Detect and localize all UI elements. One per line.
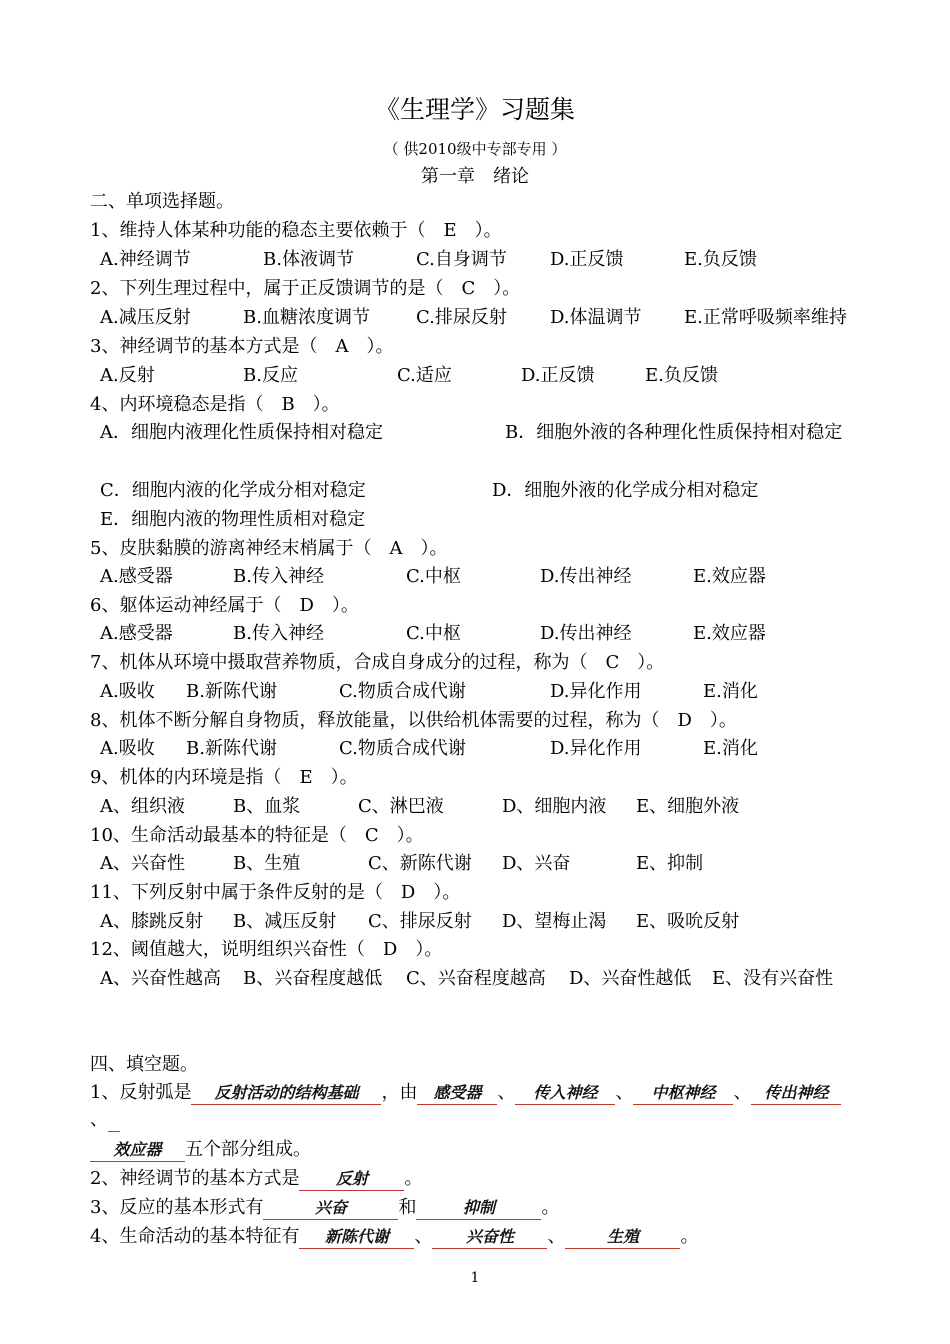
fill-answer: 反射活动的结构基础 <box>191 1082 381 1105</box>
question-10: 10、生命活动最基本的特征是（ C ）。 <box>90 825 424 846</box>
document-title: 《生理学》习题集 <box>374 95 575 124</box>
option: E．细胞内液的物理性质相对稳定 <box>100 509 366 530</box>
question-9: 9、机体的内环境是指（ E ）。 <box>90 767 358 788</box>
option: D.异化作用 <box>550 738 642 759</box>
chapter-heading: 第一章 绪论 <box>421 166 529 187</box>
fill-blank-mark <box>108 1125 120 1132</box>
fill-answer: 兴奋性 <box>432 1226 547 1249</box>
question-6: 6、躯体运动神经属于（ D ）。 <box>90 595 359 616</box>
fill-answer: 中枢神经 <box>633 1082 733 1105</box>
option: B、生殖 <box>233 853 301 874</box>
option: E、没有兴奋性 <box>712 968 834 989</box>
fill-answer: 抑制 <box>416 1197 541 1220</box>
option: C.自身调节 <box>416 249 507 270</box>
option: C．细胞内液的化学成分相对稳定 <box>100 480 366 501</box>
option: C、淋巴液 <box>358 796 444 817</box>
option: B、减压反射 <box>233 911 337 932</box>
option: B．细胞外液的各种理化性质保持相对稳定 <box>505 422 843 443</box>
fill-answer: 效应器 <box>90 1139 185 1162</box>
option: E、吸吮反射 <box>636 911 740 932</box>
fill-answer: 生殖 <box>565 1226 680 1249</box>
fill-question-3: 3、反应的基本形式有 兴奋 和 抑制 。 <box>90 1197 560 1218</box>
option: B、兴奋程度越低 <box>243 968 383 989</box>
section-single-choice: 二、单项选择题。 <box>90 191 234 212</box>
option: A、膝跳反射 <box>100 911 203 932</box>
option: B、血浆 <box>233 796 301 817</box>
option: B.血糖浓度调节 <box>243 307 370 328</box>
option: D.异化作用 <box>550 681 642 702</box>
option: B.反应 <box>243 365 298 386</box>
fill-question-1-cont: 效应器 五个部分组成。 <box>90 1138 311 1162</box>
fill-question-2: 2、神经调节的基本方式是 反射 。 <box>90 1168 423 1189</box>
option: C、新陈代谢 <box>368 853 472 874</box>
option: E、抑制 <box>636 853 704 874</box>
fill-answer: 感受器 <box>417 1082 497 1105</box>
option: D.体温调节 <box>550 307 642 328</box>
option: B.新陈代谢 <box>186 681 277 702</box>
fill-answer: 新陈代谢 <box>299 1226 414 1249</box>
fill-answer: 传入神经 <box>515 1082 615 1105</box>
option: C.适应 <box>397 365 452 386</box>
option: E、细胞外液 <box>636 796 740 817</box>
option: C.物质合成代谢 <box>339 738 466 759</box>
fill-answer: 兴奋 <box>263 1197 398 1220</box>
option: B.新陈代谢 <box>186 738 277 759</box>
option: A.减压反射 <box>100 307 191 328</box>
option: D、细胞内液 <box>502 796 607 817</box>
question-2: 2、下列生理过程中，属于正反馈调节的是（ C ）。 <box>90 278 521 299</box>
option: A、兴奋性越高 <box>100 968 221 989</box>
fill-question-4: 4、生命活动的基本特征有 新陈代谢 、 兴奋性 、 生殖 。 <box>90 1226 699 1247</box>
option: A.吸收 <box>100 738 155 759</box>
option: D.传出神经 <box>540 623 632 644</box>
option: D．细胞外液的化学成分相对稳定 <box>492 480 759 501</box>
option: D、望梅止渴 <box>502 911 607 932</box>
option: A．细胞内液理化性质保持相对稳定 <box>100 422 383 443</box>
option: C.中枢 <box>406 623 461 644</box>
option: E.负反馈 <box>645 365 718 386</box>
option: B.体液调节 <box>263 249 354 270</box>
option: A.反射 <box>100 365 155 386</box>
option: E.消化 <box>703 738 758 759</box>
option: D.传出神经 <box>540 566 632 587</box>
option: B.传入神经 <box>233 566 324 587</box>
fill-answer: 反射 <box>299 1168 404 1191</box>
question-7: 7、机体从环境中摄取营养物质，合成自身成分的过程，称为（ C ）。 <box>90 652 665 673</box>
page-number: 1 <box>470 1270 480 1286</box>
question-5: 5、皮肤黏膜的游离神经末梢属于（ A ）。 <box>90 538 448 559</box>
question-4: 4、内环境稳态是指（ B ）。 <box>90 394 340 415</box>
question-8: 8、机体不断分解自身物质，释放能量，以供给机体需要的过程，称为（ D ）。 <box>90 710 737 731</box>
option: B.传入神经 <box>233 623 324 644</box>
question-11: 11、下列反射中属于条件反射的是（ D ）。 <box>90 882 461 903</box>
option: C、兴奋程度越高 <box>406 968 546 989</box>
option: C.中枢 <box>406 566 461 587</box>
option: A、组织液 <box>100 796 185 817</box>
option: E.效应器 <box>693 623 766 644</box>
section-fill-in: 四、填空题。 <box>90 1054 198 1075</box>
option: A.神经调节 <box>100 249 191 270</box>
fill-question-1-sep: 、 <box>90 1108 120 1132</box>
question-12: 12、阈值越大，说明组织兴奋性（ D ）。 <box>90 939 443 960</box>
option: D、兴奋 <box>502 853 571 874</box>
question-1: 1、维持人体某种功能的稳态主要依赖于（ E ）。 <box>90 220 502 241</box>
option: D.正反馈 <box>521 365 595 386</box>
option: A.吸收 <box>100 681 155 702</box>
option: C.物质合成代谢 <box>339 681 466 702</box>
fill-question-1: 1、反射弧是 反射活动的结构基础 ，由 感受器 、 传入神经 、 中枢神经 、 传出神经 <box>90 1081 841 1105</box>
option: E.正常呼吸频率维持 <box>684 307 847 328</box>
option: C.排尿反射 <box>416 307 507 328</box>
document-subtitle: （ 供2010级中专部专用 ） <box>383 140 567 158</box>
option: C、排尿反射 <box>368 911 472 932</box>
option: D、兴奋性越低 <box>569 968 692 989</box>
option: A、兴奋性 <box>100 853 185 874</box>
option: A.感受器 <box>100 566 173 587</box>
option: E.负反馈 <box>684 249 757 270</box>
fill-answer: 传出神经 <box>751 1082 841 1105</box>
option: E.消化 <box>703 681 758 702</box>
option: A.感受器 <box>100 623 173 644</box>
option: E.效应器 <box>693 566 766 587</box>
question-3: 3、神经调节的基本方式是（ A ）。 <box>90 336 394 357</box>
option: D.正反馈 <box>550 249 624 270</box>
